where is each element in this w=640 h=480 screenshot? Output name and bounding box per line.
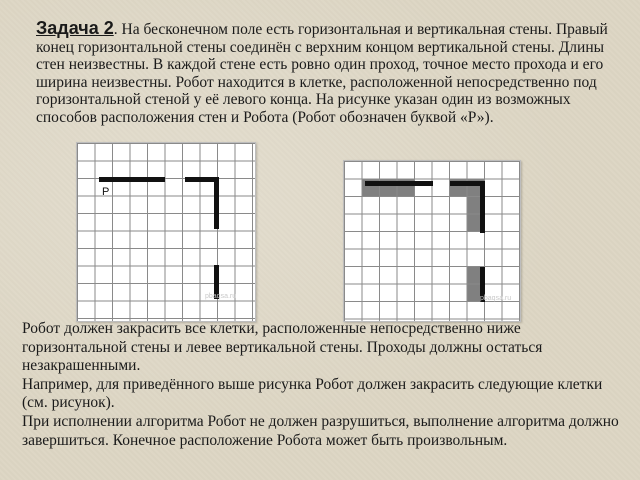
robot-marker: Р [102, 186, 110, 198]
horizontal-wall-right-segment [185, 177, 219, 182]
example-field-svg [77, 143, 255, 321]
task-body-paragraph: Робот должен закрасить все клетки, расположенные непосредственно ниже горизонтальной стены и левее вертикальной стены. Проходы должны остаться незакрашенными. Например, для приведённого выше рисунка Робот должен закрасить следующие клетки (см. рисунок). При исполнении алгоритма Робот не должен разрушиться, выполнение алгоритма должно завершиться. Конечное расположение Робота может быть произвольным. [22, 320, 619, 449]
horizontal-wall-left-segment [99, 177, 165, 182]
task-title: Задача 2 [36, 18, 114, 38]
solution-horizontal-wall-left-segment [365, 181, 433, 186]
solution-vertical-wall-upper-segment [480, 181, 485, 233]
task-intro-text: На бесконечном поле есть горизонтальная и вертикальная стены. Правый конец горизонтальной стены соединён с верхним концом вертикальной стены. Длины стен неизвестны. В каждой стене есть ровно один проход, точное место прохода и его ширина неизвестны. Робот находится в клетке, расположенной непосредственно под горизонтальной стеной у её левого конца. На рисунке указан один из возможных способов расположения стен и Робота (Робот обозначен буквой «Р»). [36, 21, 608, 126]
solution-field-svg [344, 161, 520, 321]
solution-horizontal-wall-right-segment [450, 181, 485, 186]
solution-field-grid [343, 160, 521, 322]
watermark-right: pbaqsa.ru [480, 295, 512, 302]
watermark-left: pbaqsa.ru [205, 293, 237, 300]
task-intro-paragraph [36, 20, 626, 127]
example-field-grid [76, 142, 256, 322]
task-title-suffix: . [113, 21, 118, 38]
vertical-wall-upper-segment [214, 177, 219, 229]
